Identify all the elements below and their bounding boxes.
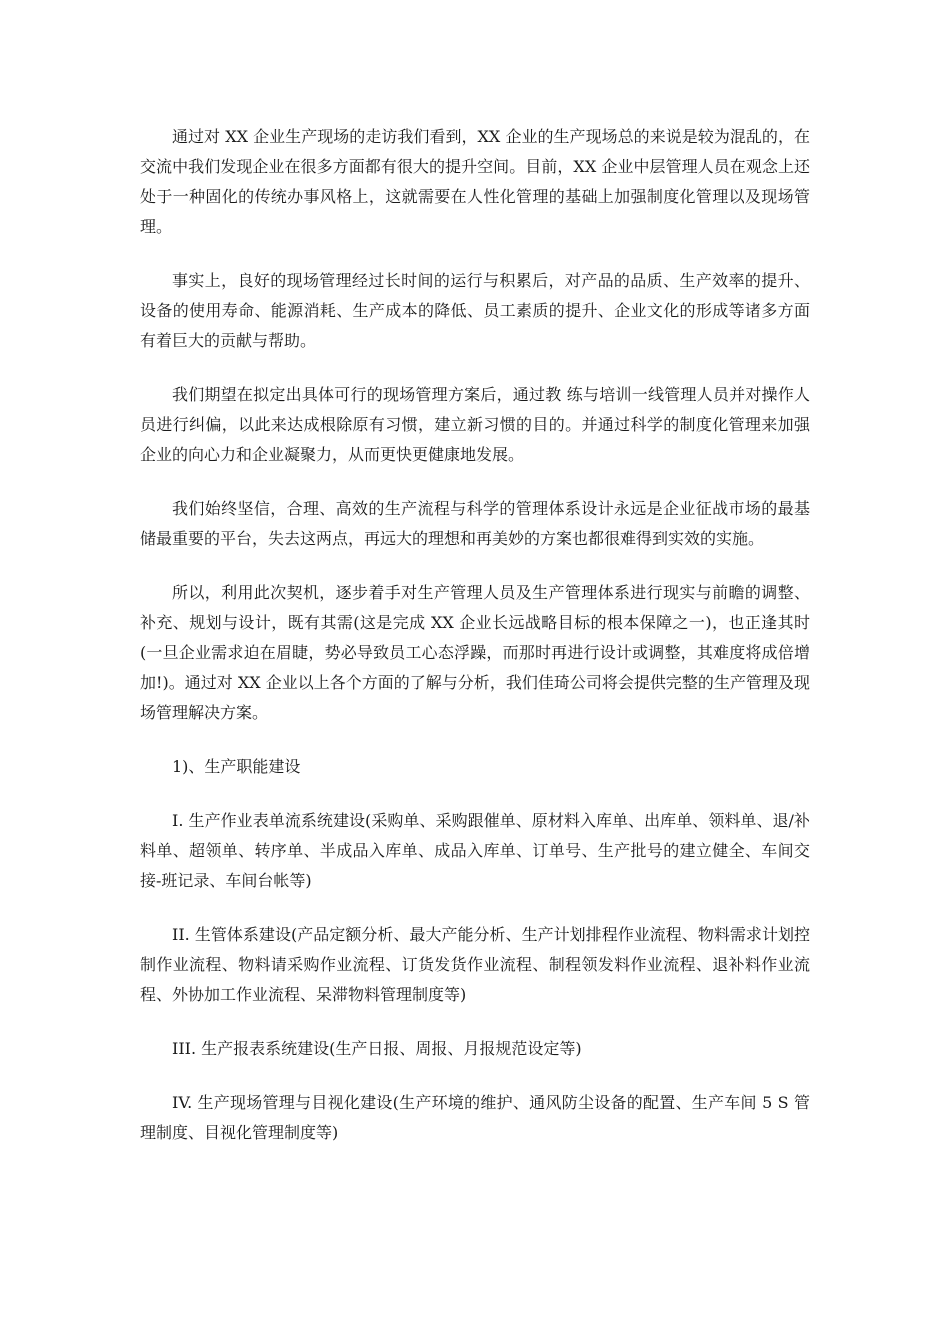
list-item-forms-system: I. 生产作业表单流系统建设(采购单、采购跟催单、原材料入库单、出库单、领料单、退/补料单、超领单、转序单、半成品入库单、成品入库单、订单号、生产批号的建立健全、车间交接-班记录、车间台帐等) <box>140 811 810 890</box>
list-item-report-system: III. 生产报表系统建设(生产日报、周报、月报规范设定等) <box>172 1039 582 1058</box>
list-item-production-control-system: II. 生管体系建设(产品定额分析、最大产能分析、生产计划排程作业流程、物料需求计划控制作业流程、物料请采购作业流程、订货发货作业流程、制程领发料作业流程、退补料作业流程、外协加工作业流程、呆滞物料管理制度等) <box>140 925 810 1004</box>
paragraph-expectation: 我们期望在拟定出具体可行的现场管理方案后，通过教 练与培训一线管理人员并对操作人员进行纠偏，以此来达成根除原有习惯，建立新习惯的目的。并通过科学的制度化管理来加强企业的向心力和企业凝聚力，从而更快更健康地发展。 <box>140 385 810 464</box>
paragraph-belief: 我们始终坚信，合理、高效的生产流程与科学的管理体系设计永远是企业征战市场的最基储最重要的平台，失去这两点，再远大的理想和再美妙的方案也都很难得到实效的实施。 <box>140 499 810 548</box>
paragraph-opportunity: 所以，利用此次契机，逐步着手对生产管理人员及生产管理体系进行现实与前瞻的调整、补充、规划与设计，既有其需(这是完成 XX 企业长远战略目标的根本保障之一)，也正逢其时(一旦企业需求迫在眉睫，势必导致员工心态浮躁，而那时再进行设计或调整，其难度将成倍增加!)。通过对 XX 企业以上各个方面的了解与分析，我们佳琦公司将会提供完整的生产管理及现场管理解决方案。 <box>140 583 810 722</box>
list-item-site-visual-management: IV. 生产现场管理与目视化建设(生产环境的维护、通风防尘设备的配置、生产车间 5 S 管理制度、目视化管理制度等) <box>140 1093 810 1142</box>
document-page <box>140 122 810 1172</box>
paragraph-benefits: 事实上，良好的现场管理经过长时间的运行与积累后，对产品的品质、生产效率的提升、设备的使用寿命、能源消耗、生产成本的降低、员工素质的提升、企业文化的形成等诸多方面有着巨大的贡献与帮助。 <box>140 271 810 350</box>
paragraph-intro: 通过对 XX 企业生产现场的走访我们看到，XX 企业的生产现场总的来说是较为混乱的，在交流中我们发现企业在很多方面都有很大的提升空间。目前，XX 企业中层管理人员在观念上还处于一种固化的传统办事风格上，这就需要在人性化管理的基础上加强制度化管理以及现场管理。 <box>140 127 810 236</box>
section-heading-production-functions: 1)、生产职能建设 <box>172 757 301 776</box>
